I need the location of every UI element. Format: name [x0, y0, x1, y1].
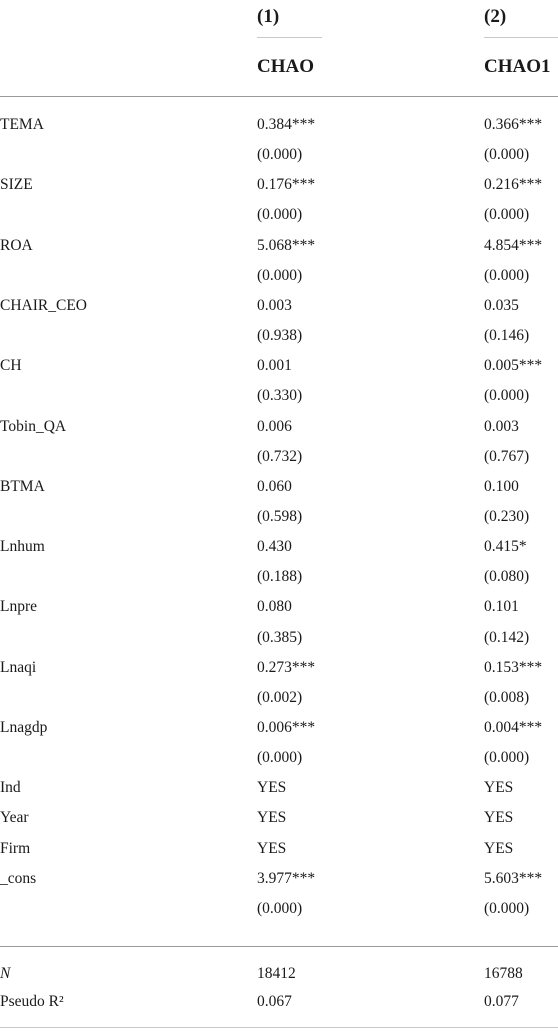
- row-value-col2: (0.008): [484, 688, 530, 706]
- row-value-col2: (0.080): [484, 568, 530, 586]
- row-value-col1: (0.000): [257, 266, 303, 284]
- table-row: [0, 653, 558, 683]
- row-value-col2: 0.153***: [484, 658, 543, 676]
- table-row: [0, 683, 558, 713]
- footer-rule: [0, 946, 558, 947]
- column-2-underline: [484, 37, 558, 38]
- row-value-col1: YES: [257, 839, 287, 857]
- row-value-col2: (0.146): [484, 327, 530, 344]
- table-row: [0, 894, 558, 924]
- table-row: [0, 592, 558, 622]
- row-value-col1: 0.430: [257, 538, 292, 556]
- row-value-col1: (0.002): [257, 688, 303, 706]
- row-value-col2: (0.000): [484, 387, 530, 405]
- row-value-col2: (0.767): [484, 447, 530, 465]
- row-label: Pseudo R²: [0, 993, 64, 1010]
- table-row: [0, 562, 558, 592]
- table-row: [0, 381, 558, 411]
- row-value-col2: 0.100: [484, 477, 519, 495]
- row-value-col2: 0.101: [484, 598, 519, 616]
- row-value-col2: 0.004***: [484, 719, 543, 736]
- row-value-col1: YES: [257, 779, 287, 797]
- row-value-col1: 0.006: [257, 417, 292, 435]
- row-value-col2: (0.000): [484, 206, 530, 224]
- row-label: CH: [0, 357, 22, 375]
- row-label: Lnagdp: [0, 719, 48, 736]
- row-label: ROA: [0, 236, 33, 254]
- column-name-1: CHAO: [257, 56, 314, 77]
- row-value-col1: YES: [257, 809, 287, 827]
- row-value-col1: (0.000): [257, 206, 303, 224]
- column-name-2: CHAO1: [484, 56, 551, 77]
- column-number-1: (1): [257, 6, 280, 27]
- row-label: Year: [0, 809, 29, 827]
- table-row: [0, 834, 558, 864]
- row-label: BTMA: [0, 477, 45, 495]
- table-row: [0, 442, 558, 472]
- row-value-col1: (0.330): [257, 387, 303, 405]
- table-row: [0, 110, 558, 140]
- table-row-pseudo-r2: [0, 987, 558, 1017]
- row-value-col1: 0.003: [257, 296, 292, 314]
- table-row: [0, 200, 558, 230]
- row-label: _cons: [0, 869, 37, 887]
- table-row: [0, 351, 558, 381]
- row-label: Ind: [0, 779, 21, 797]
- row-value-col1: (0.732): [257, 447, 303, 465]
- row-label: CHAIR_CEO: [0, 296, 87, 314]
- row-value-col1: 0.273***: [257, 658, 316, 676]
- table-row: [0, 412, 558, 442]
- row-value-col1: 0.067: [257, 993, 292, 1010]
- row-value-col1: 0.001: [257, 357, 292, 375]
- column-1-underline: [257, 37, 322, 38]
- row-value-col2: (0.230): [484, 507, 530, 525]
- row-value-col1: 3.977***: [257, 869, 316, 887]
- row-value-col1: (0.938): [257, 327, 303, 344]
- row-value-col1: (0.000): [257, 899, 303, 917]
- row-value-col1: 0.384***: [257, 116, 316, 133]
- row-value-col2: 16788: [484, 965, 523, 982]
- row-label: Lnhum: [0, 538, 45, 556]
- row-value-col2: YES: [484, 779, 514, 797]
- row-value-col1: (0.188): [257, 568, 303, 586]
- row-value-col2: (0.000): [484, 266, 530, 284]
- table-row: [0, 291, 558, 321]
- row-value-col1: 0.176***: [257, 176, 316, 194]
- row-label: SIZE: [0, 176, 33, 194]
- row-value-col2: YES: [484, 809, 514, 827]
- table-row-n: [0, 959, 558, 989]
- row-label: Lnpre: [0, 598, 38, 616]
- row-value-col2: (0.142): [484, 628, 530, 646]
- row-value-col1: 18412: [257, 965, 296, 982]
- row-value-col2: 0.005***: [484, 357, 543, 375]
- row-value-col1: (0.000): [257, 749, 303, 767]
- table-row: [0, 803, 558, 833]
- table-row: [0, 140, 558, 170]
- row-label: Lnaqi: [0, 658, 37, 676]
- row-label: Firm: [0, 839, 31, 857]
- table-row: [0, 321, 558, 351]
- row-label: Tobin_QA: [0, 417, 67, 435]
- row-value-col1: 5.068***: [257, 236, 316, 254]
- table-row: [0, 713, 558, 743]
- table-row: [0, 261, 558, 291]
- row-value-col1: 0.060: [257, 477, 292, 495]
- bottom-rule: [0, 1027, 558, 1028]
- row-label: TEMA: [0, 116, 44, 133]
- row-label: N: [0, 965, 11, 982]
- row-value-col2: 0.216***: [484, 176, 543, 194]
- table-row: [0, 773, 558, 803]
- column-number-2: (2): [484, 6, 507, 27]
- row-value-col2: 0.003: [484, 417, 519, 435]
- table-row: [0, 472, 558, 502]
- column-number-header: [0, 0, 558, 40]
- row-value-col2: 0.035: [484, 296, 519, 314]
- row-value-col2: (0.000): [484, 899, 530, 917]
- row-value-col2: (0.000): [484, 749, 530, 767]
- row-value-col2: 0.077: [484, 993, 519, 1010]
- header-rule: [0, 96, 558, 97]
- table-row: [0, 532, 558, 562]
- row-value-col2: 4.854***: [484, 236, 543, 254]
- table-row: [0, 623, 558, 653]
- row-value-col1: (0.598): [257, 507, 303, 525]
- table-row: [0, 170, 558, 200]
- row-value-col2: YES: [484, 839, 514, 857]
- row-value-col2: 0.366***: [484, 116, 543, 133]
- row-value-col2: (0.000): [484, 146, 530, 164]
- table-row: [0, 502, 558, 532]
- row-value-col2: 5.603***: [484, 869, 543, 887]
- row-value-col1: 0.006***: [257, 719, 316, 736]
- row-value-col1: 0.080: [257, 598, 292, 616]
- table-row: [0, 743, 558, 773]
- row-value-col1: (0.385): [257, 628, 303, 646]
- row-value-col1: (0.000): [257, 146, 303, 164]
- table-row: [0, 864, 558, 894]
- table-row: [0, 231, 558, 261]
- row-value-col2: 0.415*: [484, 538, 527, 556]
